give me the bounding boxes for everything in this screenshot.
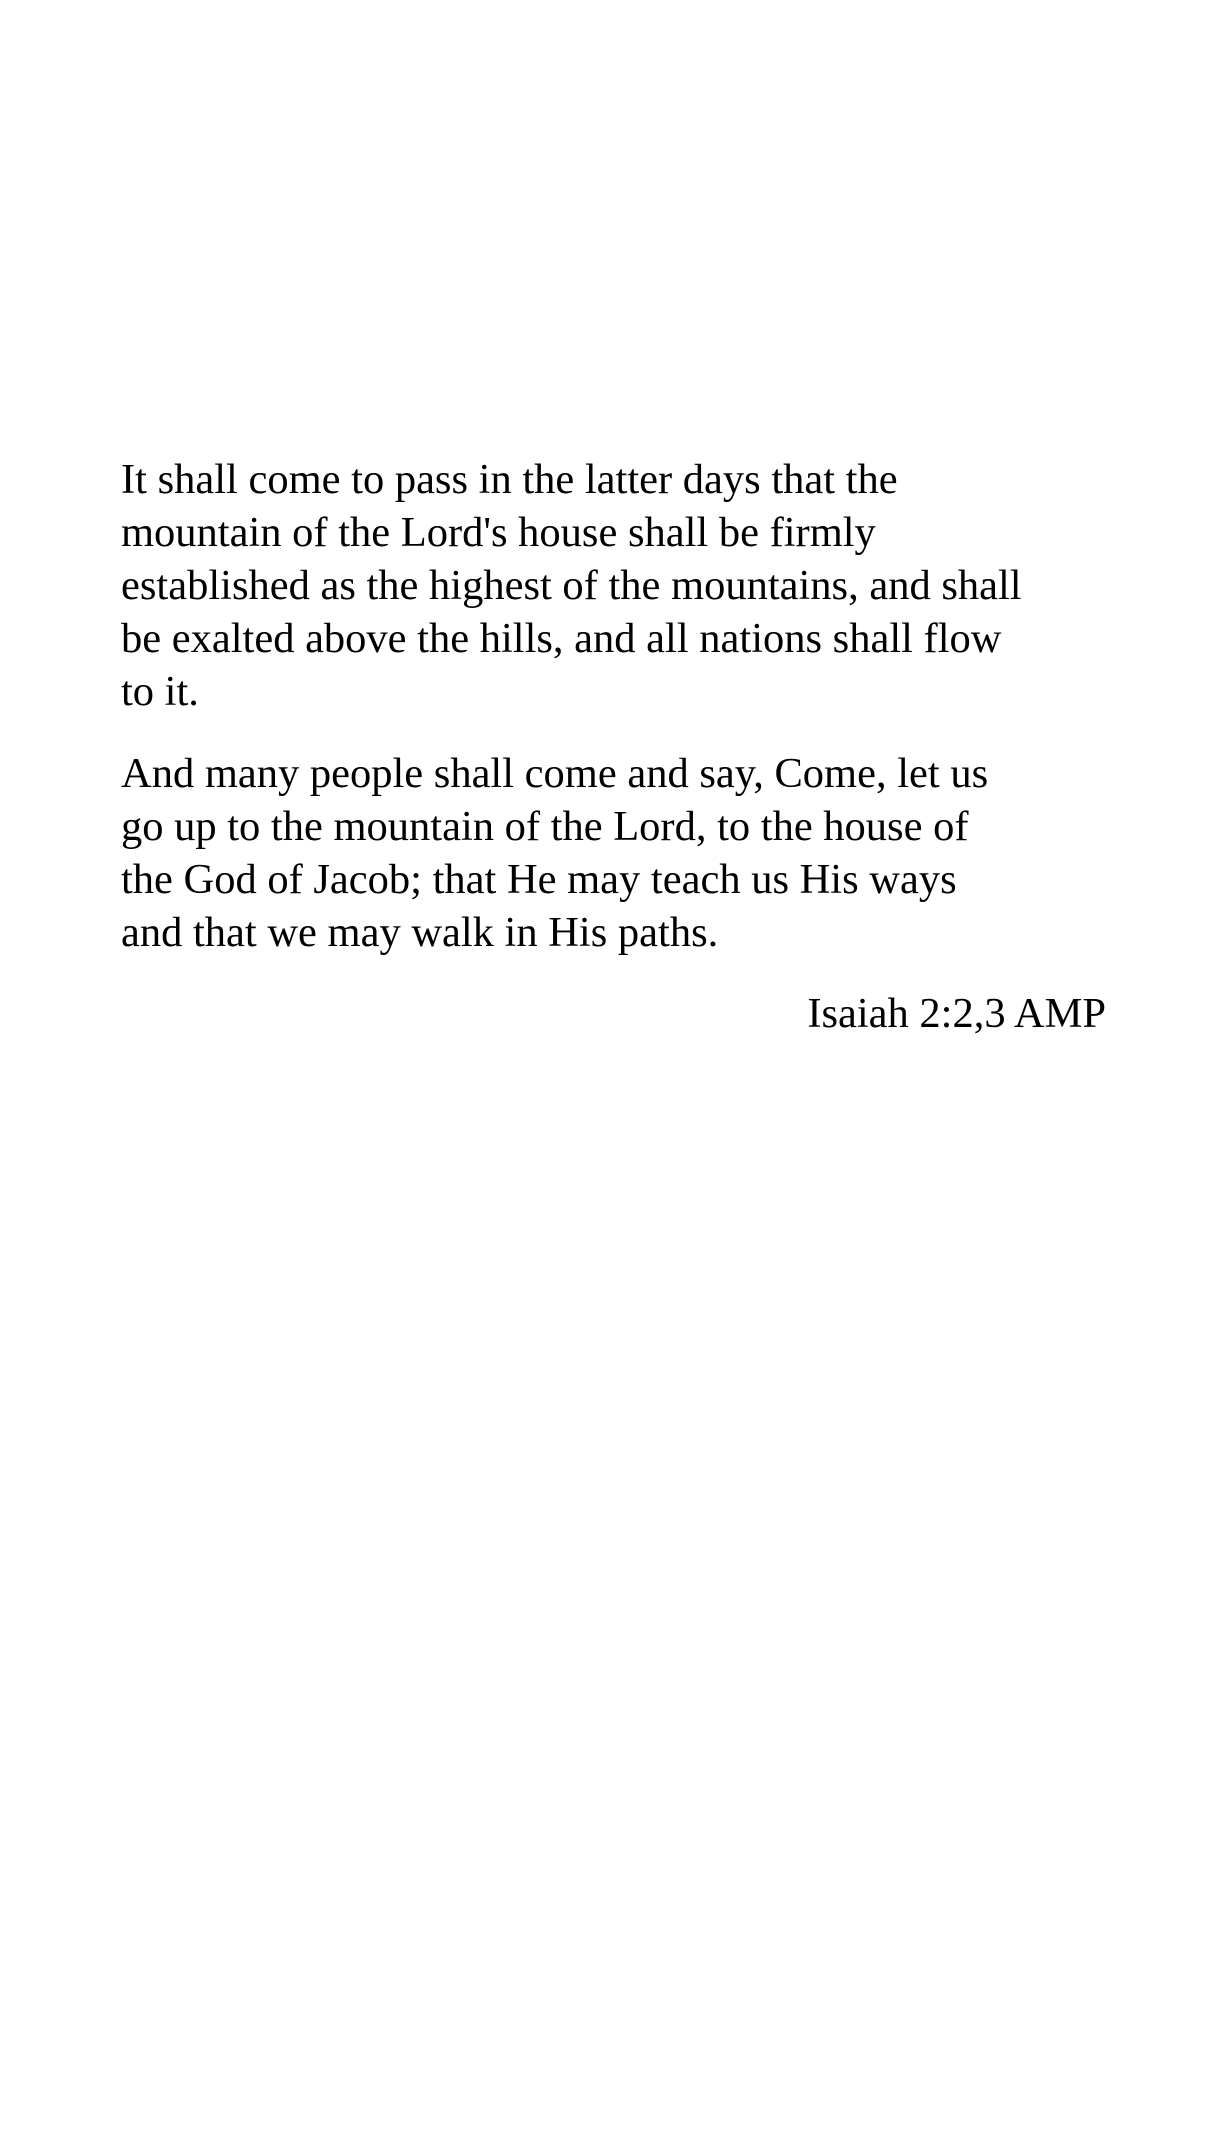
passage-line: go up to the mountain of the Lord, to the house of [121,803,969,850]
passage-line: to it. [121,668,199,715]
passage-line: mountain of the Lord's house shall be firmly [121,509,876,556]
scripture-citation: Isaiah 2:2,3 AMP [807,990,1106,1037]
passage-paragraph-1 [121,453,1106,718]
passage-line: the God of Jacob; that He may teach us His ways [121,856,957,903]
passage-line: be exalted above the hills, and all nations shall flow [121,615,1002,662]
passage-line: And many people shall come and say, Come, let us [121,750,989,797]
passage-line: established as the highest of the mountains, and shall [121,562,1022,609]
passage-paragraph-2 [121,747,1106,959]
passage-line: It shall come to pass in the latter days that the [121,456,898,503]
passage-line: and that we may walk in His paths. [121,909,719,956]
scripture-passage [121,453,1106,1040]
